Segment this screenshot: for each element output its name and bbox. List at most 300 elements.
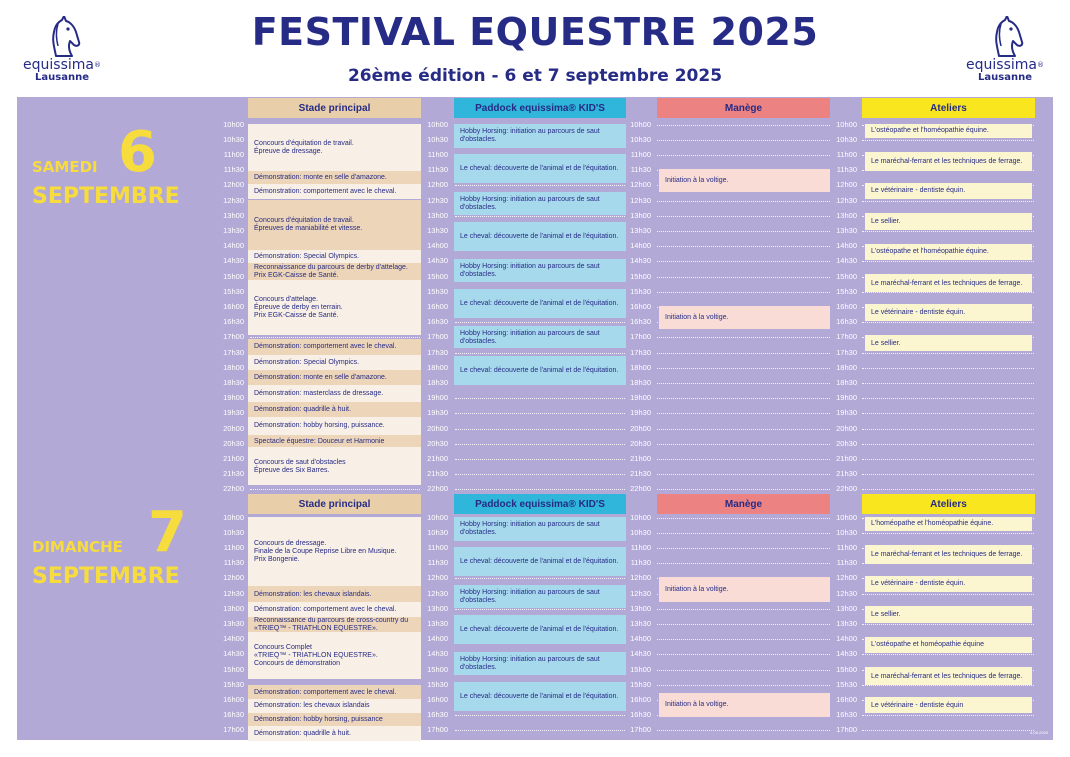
time-label: 10h00 <box>223 512 244 522</box>
day-number: 7 <box>148 500 187 565</box>
time-gridline <box>657 125 830 126</box>
time-gridline <box>657 639 830 640</box>
time-gridline <box>862 322 1034 323</box>
time-label: 17h30 <box>223 347 244 357</box>
time-label: 18h00 <box>223 362 244 372</box>
time-label: 19h00 <box>630 393 651 403</box>
time-label: 19h00 <box>836 393 857 403</box>
day-heading <box>30 500 195 595</box>
time-label: 11h00 <box>630 542 651 552</box>
time-label: 20h00 <box>836 423 857 433</box>
day-number: 6 <box>118 120 157 185</box>
time-label: 12h30 <box>427 195 448 205</box>
time-label: 14h00 <box>223 634 244 644</box>
time-gridline <box>657 730 830 731</box>
time-label: 10h00 <box>223 119 244 129</box>
time-label: 11h30 <box>223 558 244 568</box>
time-label: 10h30 <box>223 134 244 144</box>
time-gridline <box>657 216 830 217</box>
time-label: 10h00 <box>630 119 651 129</box>
time-label: 22h00 <box>427 484 448 494</box>
column-header-ateliers: Ateliers <box>862 98 1035 118</box>
time-label: 16h00 <box>836 694 857 704</box>
time-label: 20h00 <box>427 423 448 433</box>
time-label: 19h00 <box>427 393 448 403</box>
time-label: 21h30 <box>223 469 244 479</box>
time-label: 20h30 <box>427 438 448 448</box>
registered-mark: ® <box>93 61 101 69</box>
event-stade: Concours de dressage. Finale de la Coupe Reprise Libre en Musique. Prix Bongenie. <box>248 517 421 587</box>
time-label: 14h30 <box>223 256 244 266</box>
time-gridline <box>862 715 1034 716</box>
time-gridline <box>455 609 625 610</box>
time-label: 13h30 <box>427 618 448 628</box>
time-label: 16h30 <box>630 317 651 327</box>
time-label: 14h00 <box>630 634 651 644</box>
time-gridline <box>862 413 1034 414</box>
event-ateliers: L'ostéopathe et l'homéopathie équine. <box>865 244 1032 260</box>
registered-mark: ® <box>1036 61 1044 69</box>
time-gridline <box>657 353 830 354</box>
time-label: 16h00 <box>427 694 448 704</box>
time-label: 13h00 <box>427 603 448 613</box>
time-gridline <box>862 459 1034 460</box>
time-label: 11h30 <box>427 165 448 175</box>
event-ateliers: Le vétérinaire - dentiste équin <box>865 697 1032 713</box>
event-paddock: Le cheval: découverte de l'animal et de l'équitation. <box>454 289 626 318</box>
time-label: 13h30 <box>836 225 857 235</box>
time-gridline <box>862 140 1034 141</box>
time-label: 20h00 <box>223 423 244 433</box>
event-manege: Initiation à la voltige. <box>659 693 830 717</box>
time-label: 11h30 <box>630 165 651 175</box>
time-label: 12h00 <box>836 573 857 583</box>
time-gridline <box>862 429 1034 430</box>
event-paddock: Le cheval: découverte de l'animal et de l'équitation. <box>454 222 626 251</box>
column-header-stade: Stade principal <box>248 494 421 514</box>
column-header-ateliers: Ateliers <box>862 494 1035 514</box>
time-gridline <box>455 489 625 490</box>
time-gridline <box>657 155 830 156</box>
time-gridline <box>657 140 830 141</box>
time-gridline <box>862 398 1034 399</box>
event-ateliers: Le vétérinaire - dentiste équin. <box>865 183 1032 199</box>
time-label: 11h00 <box>223 542 244 552</box>
time-gridline <box>862 353 1034 354</box>
time-label: 18h30 <box>223 377 244 387</box>
time-label: 13h00 <box>427 210 448 220</box>
event-ateliers: Le sellier. <box>865 213 1032 230</box>
logo-city-text: Lausanne <box>35 72 89 83</box>
time-label: 15h00 <box>427 271 448 281</box>
time-label: 21h00 <box>223 453 244 463</box>
time-label: 11h30 <box>836 558 857 568</box>
time-label: 15h30 <box>630 679 651 689</box>
time-label: 17h00 <box>427 332 448 342</box>
time-label: 14h00 <box>836 634 857 644</box>
time-gridline <box>455 413 625 414</box>
day-weekday: SAMEDI <box>32 158 98 176</box>
time-gridline <box>657 624 830 625</box>
time-gridline <box>455 429 625 430</box>
event-stade: Démonstration: quadrille à huit. <box>248 726 421 741</box>
time-gridline <box>455 474 625 475</box>
time-label: 14h00 <box>427 634 448 644</box>
time-label: 16h00 <box>223 694 244 704</box>
time-label: 15h00 <box>630 664 651 674</box>
time-label: 15h00 <box>836 271 857 281</box>
time-label: 11h00 <box>427 542 448 552</box>
event-paddock: Hobby Horsing: initiation au parcours de saut d'obstacles. <box>454 652 626 675</box>
time-label: 13h00 <box>836 210 857 220</box>
time-label: 17h30 <box>427 347 448 357</box>
time-label: 12h00 <box>630 573 651 583</box>
time-gridline <box>455 185 625 186</box>
poster-title: FESTIVAL EQUESTRE 2025 <box>251 10 819 54</box>
time-gridline <box>657 670 830 671</box>
time-gridline <box>657 231 830 232</box>
event-stade: Spectacle équestre: Douceur et Harmonie <box>248 435 421 447</box>
time-label: 18h00 <box>630 362 651 372</box>
time-label: 17h30 <box>630 347 651 357</box>
event-stade: Démonstration: hobby horsing, puissance <box>248 713 421 727</box>
time-gridline <box>862 533 1034 534</box>
time-label: 14h30 <box>836 256 857 266</box>
event-paddock: Hobby Horsing: initiation au parcours de saut d'obstacles. <box>454 192 626 215</box>
time-gridline <box>657 654 830 655</box>
time-label: 18h00 <box>427 362 448 372</box>
time-label: 12h30 <box>836 588 857 598</box>
time-gridline <box>455 216 625 217</box>
time-gridline <box>862 594 1034 595</box>
time-gridline <box>657 261 830 262</box>
time-label: 19h30 <box>427 408 448 418</box>
time-label: 15h30 <box>427 679 448 689</box>
time-label: 12h00 <box>427 573 448 583</box>
time-gridline <box>862 624 1034 625</box>
event-stade: Démonstration: les chevaux islandais <box>248 699 421 713</box>
event-manege: Initiation à la voltige. <box>659 169 830 192</box>
time-label: 16h30 <box>836 710 857 720</box>
time-label: 10h30 <box>427 527 448 537</box>
time-label: 16h00 <box>427 301 448 311</box>
time-label: 12h00 <box>223 180 244 190</box>
time-label: 11h00 <box>427 149 448 159</box>
time-label: 11h00 <box>223 149 244 159</box>
time-gridline <box>455 715 625 716</box>
event-paddock: Le cheval: découverte de l'animal et de l'équitation. <box>454 615 626 644</box>
time-label: 17h00 <box>223 725 244 735</box>
time-label: 11h30 <box>427 558 448 568</box>
event-ateliers: Le sellier. <box>865 606 1032 623</box>
time-label: 14h00 <box>427 241 448 251</box>
event-manege: Initiation à la voltige. <box>659 577 830 601</box>
time-label: 15h30 <box>836 679 857 689</box>
event-paddock: Hobby Horsing: initiation au parcours de saut d'obstacles. <box>454 124 626 148</box>
time-label: 10h00 <box>836 512 857 522</box>
event-ateliers: L'ostéopathe et l'homéopathie équine. <box>865 124 1032 138</box>
event-stade: Démonstration: comportement avec le cheval. <box>248 602 421 617</box>
event-ateliers: Le vétérinaire - dentiste équin. <box>865 304 1032 321</box>
event-stade: Démonstration: comportement avec le cheval. <box>248 184 421 199</box>
event-paddock: Le cheval: découverte de l'animal et de l'équitation. <box>454 682 626 711</box>
time-label: 10h30 <box>630 134 651 144</box>
time-label: 12h30 <box>223 588 244 598</box>
time-label: 13h30 <box>427 225 448 235</box>
time-gridline <box>862 444 1034 445</box>
time-label: 19h30 <box>223 408 244 418</box>
time-label: 14h00 <box>836 241 857 251</box>
time-gridline <box>862 474 1034 475</box>
time-label: 12h30 <box>223 195 244 205</box>
time-gridline <box>455 322 625 323</box>
time-gridline <box>657 609 830 610</box>
time-label: 13h30 <box>630 618 651 628</box>
time-label: 13h30 <box>630 225 651 235</box>
event-paddock: Hobby Horsing: initiation au parcours de saut d'obstacles. <box>454 585 626 608</box>
event-paddock: Hobby Horsing: initiation au parcours de saut d'obstacles. <box>454 326 626 349</box>
time-gridline <box>657 292 830 293</box>
day-weekday: DIMANCHE <box>32 538 123 556</box>
time-label: 22h00 <box>836 484 857 494</box>
event-ateliers: L'ostéopathe et homéopathie équine <box>865 637 1032 653</box>
column-header-paddock: Paddock equissima® KID'S <box>454 98 626 118</box>
time-label: 21h30 <box>427 469 448 479</box>
time-label: 10h00 <box>630 512 651 522</box>
time-label: 11h30 <box>630 558 651 568</box>
time-label: 12h30 <box>836 195 857 205</box>
time-label: 18h00 <box>836 362 857 372</box>
time-label: 12h30 <box>630 588 651 598</box>
time-label: 18h30 <box>836 377 857 387</box>
time-gridline <box>455 578 625 579</box>
time-label: 11h30 <box>836 165 857 175</box>
time-label: 11h00 <box>630 149 651 159</box>
time-gridline <box>862 261 1034 262</box>
time-label: 16h30 <box>836 317 857 327</box>
time-gridline <box>657 489 830 490</box>
time-label: 21h30 <box>836 469 857 479</box>
time-label: 16h30 <box>223 317 244 327</box>
time-gridline <box>657 337 830 338</box>
time-label: 10h00 <box>836 119 857 129</box>
time-label: 10h30 <box>630 527 651 537</box>
time-gridline <box>657 444 830 445</box>
day-heading <box>30 120 195 215</box>
time-gridline <box>657 277 830 278</box>
poster-subtitle: 26ème édition - 6 et 7 septembre 2025 <box>347 66 723 86</box>
time-label: 10h00 <box>427 512 448 522</box>
time-label: 13h00 <box>630 603 651 613</box>
time-label: 17h00 <box>427 725 448 735</box>
time-gridline <box>657 685 830 686</box>
time-label: 17h00 <box>836 332 857 342</box>
time-label: 15h30 <box>630 286 651 296</box>
event-paddock: Hobby Horsing: initiation au parcours de saut d'obstacles. <box>454 259 626 282</box>
event-stade: Démonstration: masterclass de dressage. <box>248 385 421 402</box>
time-label: 15h00 <box>223 664 244 674</box>
time-label: 12h00 <box>836 180 857 190</box>
time-label: 13h00 <box>223 603 244 613</box>
time-label: 16h30 <box>630 710 651 720</box>
event-ateliers: Le maréchal-ferrant et les techniques de ferrage. <box>865 274 1032 292</box>
time-label: 21h30 <box>630 469 651 479</box>
time-label: 18h30 <box>630 377 651 387</box>
time-gridline <box>250 489 420 490</box>
logo-brand-text: equissima <box>966 57 1037 73</box>
event-stade: Reconnaissance du parcours de derby d'attelage. Prix EGK-Caisse de Santé. <box>248 263 421 280</box>
day-month: SEPTEMBRE <box>32 184 180 209</box>
time-label: 14h30 <box>836 649 857 659</box>
time-gridline <box>657 474 830 475</box>
time-gridline <box>657 518 830 519</box>
time-label: 16h00 <box>630 301 651 311</box>
time-label: 12h30 <box>427 588 448 598</box>
event-ateliers: Le maréchal-ferrant et les techniques de ferrage. <box>865 545 1032 563</box>
time-gridline <box>455 730 625 731</box>
time-gridline <box>250 337 420 338</box>
time-label: 15h30 <box>223 286 244 296</box>
time-label: 21h00 <box>836 453 857 463</box>
time-label: 21h00 <box>427 453 448 463</box>
event-stade: Concours d'attelage. Épreuve de derby en terrain. Prix EGK-Caisse de Santé. <box>248 280 421 335</box>
event-stade: Démonstration: hobby horsing, puissance. <box>248 417 421 435</box>
time-gridline <box>657 368 830 369</box>
time-label: 19h30 <box>630 408 651 418</box>
time-gridline <box>862 231 1034 232</box>
time-label: 14h00 <box>223 241 244 251</box>
time-gridline <box>862 383 1034 384</box>
time-label: 13h00 <box>836 603 857 613</box>
time-label: 16h30 <box>223 710 244 720</box>
event-stade: Démonstration: Special Olympics. <box>248 355 421 370</box>
footer-code: 4-09.2025 <box>1029 730 1048 735</box>
event-paddock: Le cheval: découverte de l'animal et de l'équitation. <box>454 356 626 385</box>
time-label: 10h30 <box>836 134 857 144</box>
event-stade: Démonstration: Special Olympics. <box>248 250 421 264</box>
time-label: 15h00 <box>427 664 448 674</box>
event-stade: Concours Complet «TRIEQ™ - TRIATHLON EQUESTRE». Concours de démonstration <box>248 632 421 679</box>
time-gridline <box>455 444 625 445</box>
time-label: 12h30 <box>630 195 651 205</box>
time-label: 16h00 <box>223 301 244 311</box>
column-header-stade: Stade principal <box>248 98 421 118</box>
time-label: 11h30 <box>223 165 244 175</box>
time-label: 14h30 <box>630 649 651 659</box>
time-gridline <box>657 533 830 534</box>
time-label: 19h00 <box>223 393 244 403</box>
time-label: 20h30 <box>630 438 651 448</box>
time-gridline <box>862 654 1034 655</box>
event-stade: Démonstration: monte en selle d'amazone. <box>248 171 421 184</box>
time-label: 10h30 <box>223 527 244 537</box>
time-label: 20h30 <box>836 438 857 448</box>
time-label: 13h30 <box>223 618 244 628</box>
time-label: 12h00 <box>427 180 448 190</box>
time-label: 14h30 <box>427 256 448 266</box>
time-label: 15h30 <box>427 286 448 296</box>
time-label: 16h00 <box>836 301 857 311</box>
time-label: 14h00 <box>630 241 651 251</box>
time-label: 14h30 <box>427 649 448 659</box>
event-stade: Concours de saut d'obstacles Épreuve des Six Barres. <box>248 447 421 485</box>
event-manege: Initiation à la voltige. <box>659 306 830 329</box>
time-gridline <box>862 730 1034 731</box>
event-ateliers: Le maréchal-ferrant et les techniques de ferrage. <box>865 152 1032 170</box>
time-label: 14h30 <box>223 649 244 659</box>
time-gridline <box>657 429 830 430</box>
time-label: 10h30 <box>836 527 857 537</box>
event-paddock: Le cheval: découverte de l'animal et de l'équitation. <box>454 154 626 183</box>
time-label: 18h30 <box>427 377 448 387</box>
time-gridline <box>657 201 830 202</box>
event-stade: Concours d'équitation de travail. Épreuve de dressage. <box>248 124 421 172</box>
time-label: 22h00 <box>630 484 651 494</box>
time-gridline <box>657 563 830 564</box>
event-ateliers: Le sellier. <box>865 335 1032 352</box>
time-label: 17h00 <box>630 332 651 342</box>
time-label: 17h00 <box>223 332 244 342</box>
event-ateliers: L'homéopathe et l'homéopathie équine. <box>865 517 1032 531</box>
time-gridline <box>862 201 1034 202</box>
event-paddock: Hobby Horsing: initiation au parcours de saut d'obstacles. <box>454 517 626 541</box>
event-stade: Démonstration: quadrille à huit. <box>248 402 421 417</box>
column-header-manege: Manège <box>657 494 830 514</box>
time-gridline <box>455 353 625 354</box>
time-label: 16h30 <box>427 710 448 720</box>
time-gridline <box>862 368 1034 369</box>
time-label: 12h00 <box>223 573 244 583</box>
time-gridline <box>657 413 830 414</box>
event-ateliers: Le vétérinaire - dentiste équin. <box>865 576 1032 592</box>
time-label: 14h30 <box>630 256 651 266</box>
time-label: 17h30 <box>836 347 857 357</box>
time-gridline <box>657 246 830 247</box>
time-gridline <box>657 398 830 399</box>
time-label: 16h30 <box>427 317 448 327</box>
time-gridline <box>657 459 830 460</box>
time-label: 17h00 <box>836 725 857 735</box>
day-month: SEPTEMBRE <box>32 564 180 589</box>
time-label: 21h00 <box>630 453 651 463</box>
event-stade: Démonstration: comportement avec le cheval. <box>248 685 421 699</box>
time-gridline <box>657 383 830 384</box>
event-stade: Concours d'équitation de travail. Épreuves de maniabilité et vitesse. <box>248 200 421 250</box>
time-label: 12h00 <box>630 180 651 190</box>
time-label: 13h00 <box>630 210 651 220</box>
column-header-manege: Manège <box>657 98 830 118</box>
time-label: 20h00 <box>630 423 651 433</box>
event-stade: Reconnaissance du parcours de cross-country du «TRIEQ™ - TRIATHLON EQUESTRE». <box>248 617 421 632</box>
time-label: 15h00 <box>836 664 857 674</box>
time-label: 19h30 <box>836 408 857 418</box>
time-label: 15h00 <box>223 271 244 281</box>
time-gridline <box>657 548 830 549</box>
time-label: 11h00 <box>836 542 857 552</box>
time-label: 20h30 <box>223 438 244 448</box>
time-label: 15h30 <box>223 679 244 689</box>
logo-brand-text: equissima <box>23 57 94 73</box>
time-label: 13h00 <box>223 210 244 220</box>
time-label: 17h00 <box>630 725 651 735</box>
time-label: 11h00 <box>836 149 857 159</box>
time-label: 13h30 <box>836 618 857 628</box>
time-label: 15h30 <box>836 286 857 296</box>
time-label: 10h30 <box>427 134 448 144</box>
column-header-paddock: Paddock equissima® KID'S <box>454 494 626 514</box>
time-gridline <box>455 398 625 399</box>
event-stade: Démonstration: monte en selle d'amazone. <box>248 370 421 385</box>
